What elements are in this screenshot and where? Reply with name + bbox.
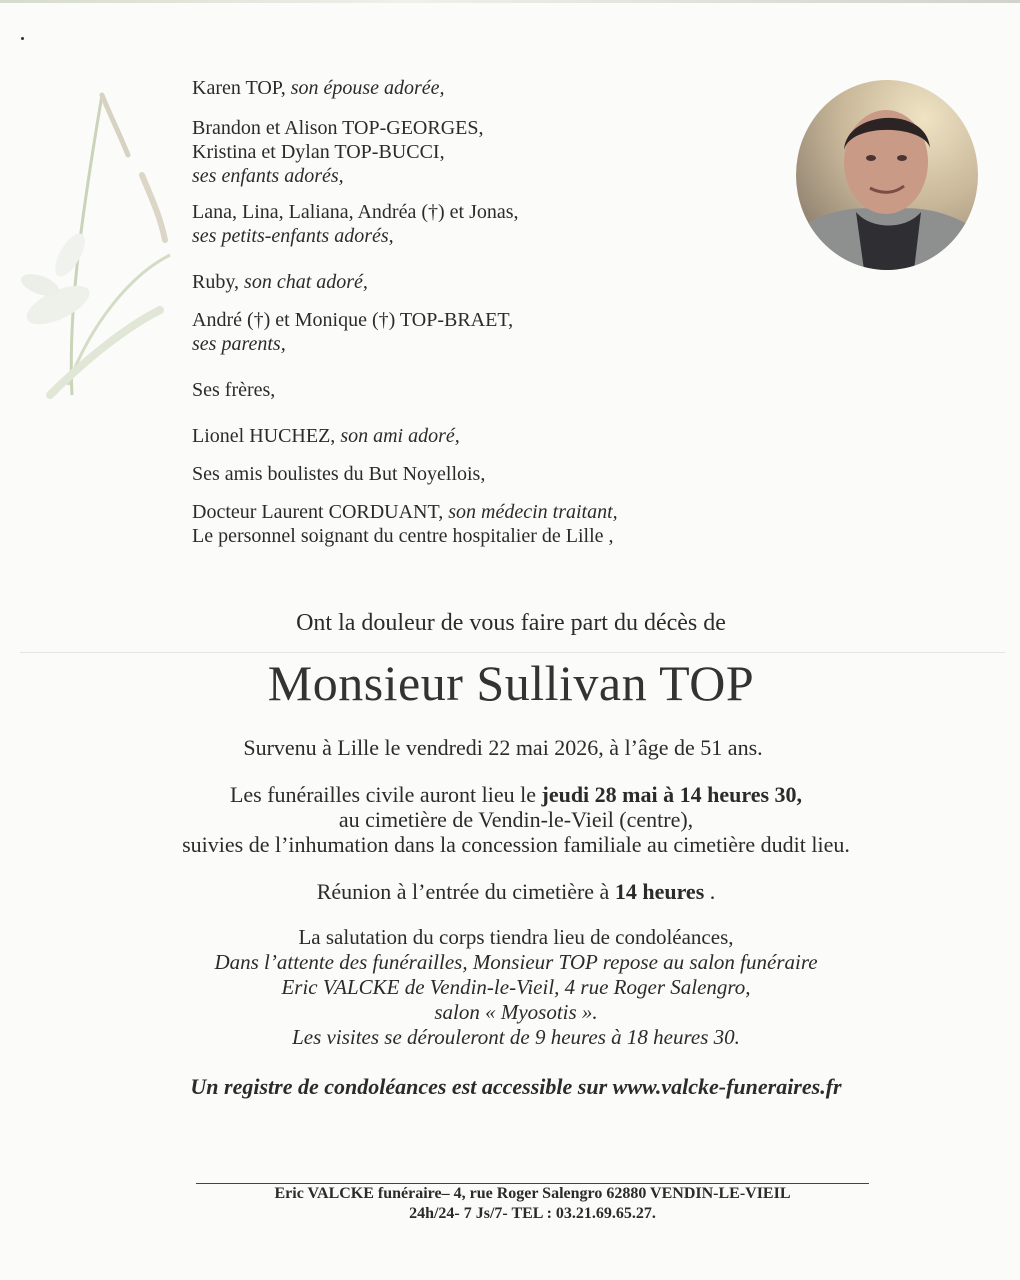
family-cat bbox=[192, 270, 368, 294]
deceased-name: Monsieur Sullivan TOP bbox=[267, 655, 755, 711]
salutation-line-1: La salutation du corps tiendra lieu de condoléances, bbox=[298, 925, 734, 949]
funeral-line-1: Les funérailles civile auront lieu le bbox=[229, 782, 542, 807]
wife-name: Karen TOP, bbox=[192, 77, 286, 99]
salutation-line-3: Eric VALCKE de Vendin-le-Vieil, 4 rue Roger Salengro, bbox=[281, 975, 751, 999]
meeting-text: Réunion à l’entrée du cimetière à bbox=[316, 879, 615, 904]
funeral-home-footer bbox=[196, 1184, 869, 1224]
announcement-intro: Ont la douleur de vous faire part du décès de bbox=[296, 610, 726, 636]
grandchildren-role: ses petits-enfants adorés, bbox=[192, 225, 394, 247]
funeral-date-time: jeudi 28 mai à 14 heures 30, bbox=[541, 782, 803, 807]
meeting-time bbox=[176, 879, 856, 905]
children-line-1: Brandon et Alison TOP-GEORGES, bbox=[192, 117, 484, 139]
funeral-details bbox=[176, 782, 856, 857]
salutation-line-4: salon « Myosotis ». bbox=[434, 1000, 598, 1024]
burial-details: suivies de l’inhumation dans la concession familiale au cimetière dudit lieu. bbox=[182, 832, 850, 857]
grandchildren-names: Lana, Lina, Laliana, Andréa (†) et Jonas, bbox=[192, 201, 519, 223]
scan-speck bbox=[21, 37, 24, 40]
cat-role: son chat adoré, bbox=[244, 271, 368, 293]
fold-line bbox=[20, 652, 1005, 653]
children-role: ses enfants adorés, bbox=[192, 165, 344, 187]
deceased-portrait bbox=[796, 80, 978, 270]
family-brothers: Ses frères, bbox=[192, 379, 276, 401]
footer-address: Eric VALCKE funéraire– 4, rue Roger Salengro 62880 VENDIN-LE-VIEIL bbox=[274, 1185, 791, 1202]
friend-name: Lionel HUCHEZ, bbox=[192, 425, 336, 447]
family-doctor bbox=[192, 500, 618, 548]
death-details: Survenu à Lille le vendredi 22 mai 2026, à l’âge de 51 ans. bbox=[243, 735, 763, 760]
family-children bbox=[192, 116, 484, 188]
family-grandchildren bbox=[192, 200, 519, 248]
family-wife bbox=[192, 76, 445, 100]
lily-decoration-icon bbox=[10, 75, 180, 405]
doctor-name: Docteur Laurent CORDUANT, bbox=[192, 501, 444, 523]
salutation-line-2: Dans l’attente des funérailles, Monsieur TOP repose au salon funéraire bbox=[214, 950, 818, 974]
salutation-line-5: Les visites se dérouleront de 9 heures à 18 heures 30. bbox=[292, 1025, 740, 1049]
doctor-role: son médecin traitant, bbox=[448, 501, 618, 523]
meeting-suffix: . bbox=[704, 879, 716, 904]
friend-role: son ami adoré, bbox=[340, 425, 460, 447]
footer-phone: 24h/24- 7 Js/7- TEL : 03.21.69.65.27. bbox=[409, 1205, 656, 1222]
wife-role: son épouse adorée, bbox=[290, 77, 445, 99]
children-line-2: Kristina et Dylan TOP-BUCCI, bbox=[192, 141, 445, 163]
salutation-block bbox=[176, 925, 856, 1050]
cat-name: Ruby, bbox=[192, 271, 240, 293]
hospital-staff: Le personnel soignant du centre hospitalier de Lille , bbox=[192, 525, 614, 547]
funeral-location: au cimetière de Vendin-le-Vieil (centre), bbox=[338, 807, 694, 832]
condolence-registry: Un registre de condoléances est accessible sur www.valcke-funeraires.fr bbox=[190, 1074, 842, 1099]
family-club: Ses amis boulistes du But Noyellois, bbox=[192, 463, 486, 485]
parents-role: ses parents, bbox=[192, 333, 286, 355]
meeting-hour: 14 heures bbox=[614, 879, 705, 904]
parents-names: André (†) et Monique (†) TOP-BRAET, bbox=[192, 309, 514, 331]
family-friend bbox=[192, 424, 460, 448]
family-parents bbox=[192, 308, 513, 356]
scan-edge bbox=[0, 0, 1020, 3]
